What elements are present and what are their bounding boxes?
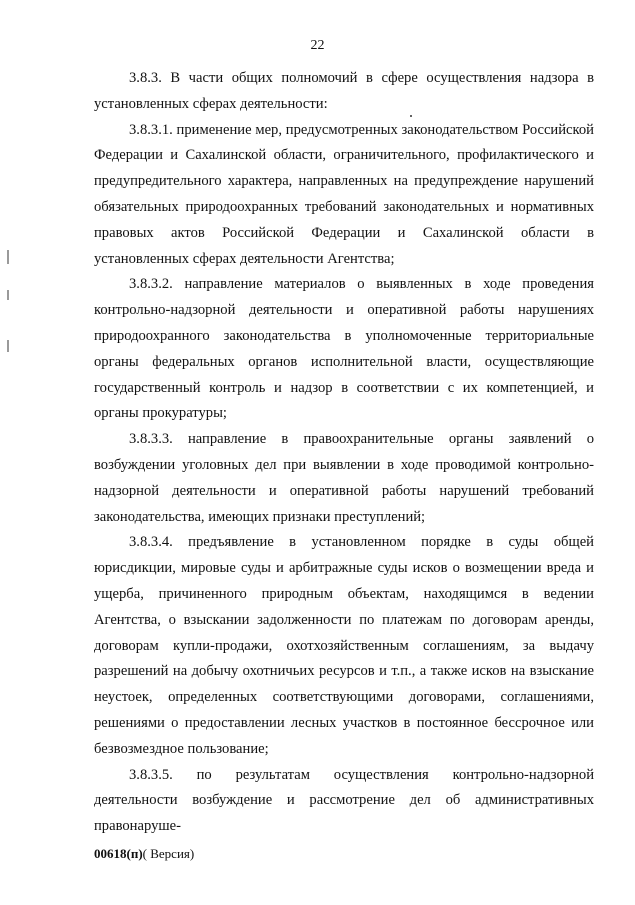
paragraph-3-8-3: 3.8.3. В части общих полномочий в сфере осуществления надзора в установленных сферах деятельности: <box>94 70 594 112</box>
scan-edge-mark <box>7 290 9 300</box>
page-number: 22 <box>310 38 325 53</box>
scan-edge-mark <box>7 340 9 352</box>
paragraph-3-8-3-3: 3.8.3.3. направление в правоохранительные органы заявлений о возбуждении уголовных дел при выявлении в ходе проводимой контрольно-надзорной деятельности и оперативной работы нарушений требований законодательства, имеющих признаки преступлений; <box>94 431 594 525</box>
document-footer <box>94 846 194 862</box>
paragraph-3-8-3-2: 3.8.3.2. направление материалов о выявленных в ходе проведения контрольно-надзорной деятельности и оперативной работы нарушениях природоохранного законодательства в уполномоченные территориальные органы федеральных органов исполнительной власти, осуществляющие государственный контроль и надзор в соответствии с их компетенцией, и органы прокуратуры; <box>94 276 594 422</box>
paragraph-3-8-3-1: 3.8.3.1. применение мер, предусмотренных законодательством Российской Федерации и Сахалинской области, ограничительного, профилактического и предупредительного характера, направленных на предупреждение нарушений обязательных природоохранных требований законодательных и нормативных правовых актов Российской Федерации и Сахалинской области в установленных сферах деятельности Агентства; <box>94 121 594 267</box>
paragraph-3-8-3-4: 3.8.3.4. предъявление в установленном порядке в суды общей юрисдикции, мировые суды и арбитражные суды исков о возмещении вреда и ущерба, причиненного природным объектам, находящимся в ведении Агентства, о взыскании задолженности по платежам по договорам аренды, договорам купли-продажи, охотхозяйственным соглашениям, за выдачу разрешений на добычу охотничьих ресурсов и т.п., а также исков на взыскание неустоек, определенных соответствующими договорами, соглашениями, решениями о предоставлении лесных участков в постоянное бессрочное или безвозмездное пользование; <box>94 534 594 757</box>
paragraph-3-8-3-5: 3.8.3.5. по результатам осуществления контрольно-надзорной деятельности возбуждение и рассмотрение дел об административных правонаруше- <box>94 766 594 835</box>
document-code: 00618(п) <box>94 846 143 861</box>
document-version: ( Версия) <box>142 846 195 861</box>
document-body <box>94 66 594 840</box>
scan-edge-mark <box>7 250 9 264</box>
